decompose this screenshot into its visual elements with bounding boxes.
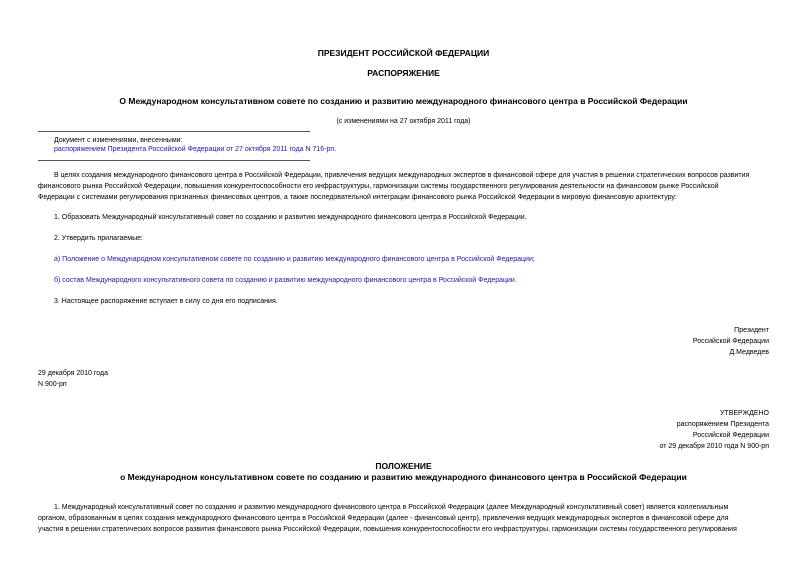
item-2b-link[interactable]: б) состав Международного консультативного совета по созданию и развитию международного финансового центра в Российской Федерации. — [54, 277, 517, 284]
changes-box-label: Документ с изменениями, внесенными: — [54, 137, 183, 144]
approved-country: Российской Федерации — [692, 432, 769, 439]
preamble-line-3: Федерации с системами регулирования признанных финансовых центров, а также последовательной интеграции финансового рынка Российской Федерации в мировую финансовую архитектуру: — [38, 194, 677, 201]
approved-label: УТВЕРЖДЕНО — [719, 410, 769, 417]
regulation-title: ПОЛОЖЕНИЕ — [375, 461, 432, 471]
regulation-para-1-line-2: органом, образованным в целях создания международного финансового центра в Российской Федерации (далее - финансовый центр), привлечения ведущих международных экспертов в финансовой сфере для — [38, 515, 729, 522]
item-1: 1. Образовать Международный консультативный совет по созданию и развитию международного финансового центра в Российской Федерации. — [54, 214, 527, 221]
approved-by: распоряжением Президента — [676, 421, 769, 428]
changes-box-link[interactable]: распоряжением Президента Российской Федерации от 27 октября 2011 года N 716-рп. — [54, 146, 337, 153]
signature-name: Д.Медведев — [729, 349, 769, 356]
signature-title: Президент — [734, 327, 769, 334]
document-issuer: ПРЕЗИДЕНТ РОССИЙСКОЙ ФЕДЕРАЦИИ — [317, 48, 490, 58]
item-2: 2. Утвердить прилагаемые: — [54, 235, 143, 242]
document-number: N 900-рп — [38, 381, 67, 388]
changes-box-bottom-rule — [38, 160, 310, 161]
changes-box-top-rule — [38, 131, 310, 132]
regulation-para-1-line-3: участия в решении стратегических вопросов развития финансового рынка Российской Федерации, повышения конкурентоспособности его инфраструктуры, гармонизации системы государственного регулирования — [38, 526, 737, 533]
document-date: 29 декабря 2010 года — [38, 370, 109, 377]
item-2a-link[interactable]: а) Положение о Международном консультативном совете по созданию и развитию международного финансового центра в Российской Федерации; — [54, 256, 535, 263]
preamble-line-2: финансового рынка Российской Федерации, повышения конкурентоспособности его инфраструктуры, гармонизации системы государственного регулирования деятельности на финансовом рынке Российской — [38, 183, 719, 190]
regulation-subtitle: о Международном консультативном совете по созданию и развитию международного финансового центра в Российской Федерации — [120, 472, 687, 482]
signature-country: Российской Федерации — [692, 338, 769, 345]
preamble-line-1: В целях создания международного финансового центра в Российской Федерации, привлечения ведущих международных экспертов в финансовой сфере для участия в решении стратегических вопросов развития — [54, 172, 750, 179]
amendments-note: (с изменениями на 27 октября 2011 года) — [336, 118, 471, 125]
approved-date: от 29 декабря 2010 года N 900-рп — [659, 443, 769, 450]
regulation-para-1-line-1: 1. Международный консультативный совет по созданию и развитию международного финансового центра в Российской Федерации (далее Международный консультативный совет) является коллегиальным — [54, 504, 729, 511]
item-3: 3. Настоящее распоряжение вступает в силу со дня его подписания. — [54, 298, 278, 305]
document-title: О Международном консультативном совете по созданию и развитию международного финансового центра в Российской Федерации — [119, 96, 688, 106]
document-type: РАСПОРЯЖЕНИЕ — [367, 68, 440, 78]
